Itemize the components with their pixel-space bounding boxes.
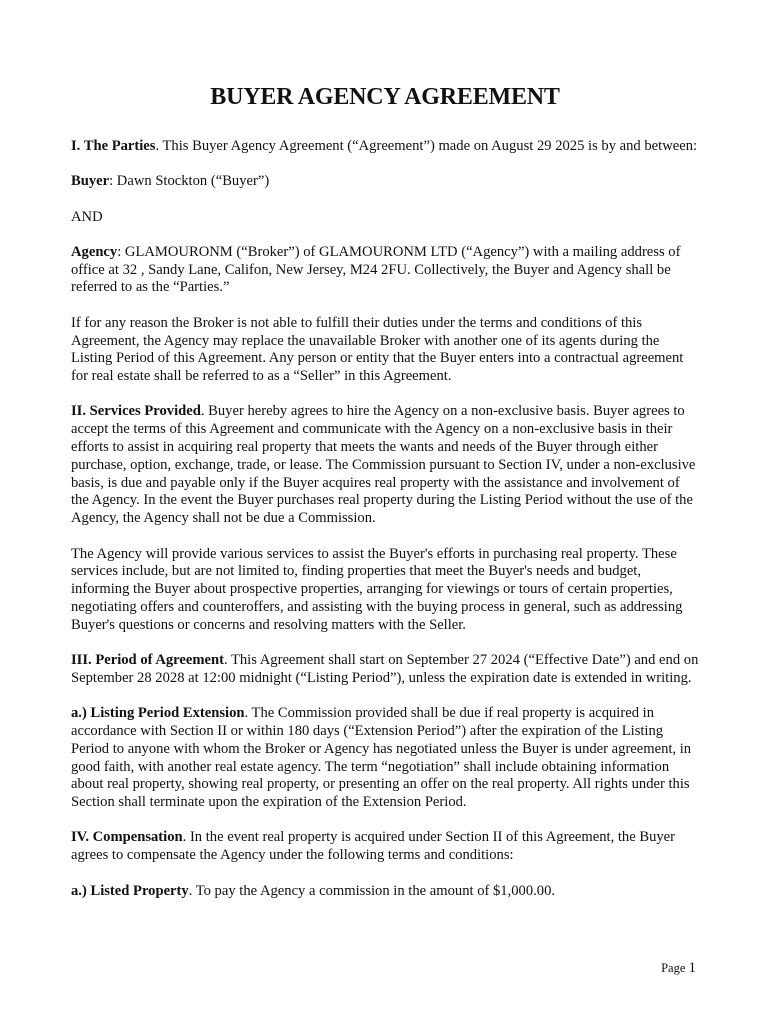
section-parties [71, 138, 699, 156]
section-heading-compensation: IV. Compensation [71, 829, 183, 846]
subsection-listed-property [71, 883, 699, 901]
subsection-extension [71, 705, 699, 812]
section-heading-period: III. Period of Agreement [71, 652, 224, 669]
section-compensation [71, 829, 699, 865]
agency-line [71, 244, 699, 297]
buyer-line [71, 173, 699, 191]
section-period [71, 652, 699, 688]
page-label: Page [661, 961, 686, 975]
document-title: BUYER AGENCY AGREEMENT [210, 84, 560, 110]
subsection-heading-listed-property: a.) Listed Property [71, 882, 189, 899]
subsection-text-listed-property: . To pay the Agency a commission in the amount of $1,000.00. [188, 882, 556, 899]
section-heading-services: II. Services Provided [71, 403, 201, 420]
services-detail-paragraph: The Agency will provide various services to assist the Buyer's efforts in purchasing real property. These services include, but are not limited to, finding properties that meet the Buyer's needs and budget, informing the Buyer about prospective properties, arranging for viewings or tours of certain properties, negotiating offers and counteroffers, and assisting with the buying process in general, such as addressing Buyer's questions or concerns and resolving matters with the Seller. [71, 545, 683, 633]
page-number: 1 [688, 960, 696, 976]
section-heading-parties: I. The Parties [71, 138, 156, 154]
document-page [71, 84, 699, 918]
section-services [71, 403, 699, 528]
page-footer [661, 960, 696, 977]
and-line: AND [71, 208, 103, 225]
section-text-parties: . This Buyer Agency Agreement (“Agreement”) made on August 29 2025 is by and between: [155, 138, 698, 154]
agency-label: Agency [71, 243, 118, 260]
buyer-text: : Dawn Stockton (“Buyer”) [109, 173, 270, 190]
buyer-label: Buyer [71, 173, 110, 190]
agency-text: : GLAMOURONM (“Broker”) of GLAMOURONM LTD (“Agency”) with a mailing address of office at 32 , Sandy Lane, Califon, New Jersey, M24 2FU. Collectively, the Buyer and Agency shall be referred to as the “Parties.” [71, 243, 681, 296]
subsection-heading-extension: a.) Listing Period Extension [71, 705, 245, 722]
section-text-period: . This Agreement shall start on September 27 2024 (“Effective Date”) and end on September 28 2028 at 12:00 midnight (“Listing Period”), unless the expiration date is extended in writing. [71, 652, 699, 686]
section-text-compensation: . In the event real property is acquired under Section II of this Agreement, the Buyer agrees to compensate the Agency under the following terms and conditions: [71, 829, 676, 864]
section-text-services: . Buyer hereby agrees to hire the Agency on a non-exclusive basis. Buyer agrees to accept the terms of this Agreement and communicate with the Agency on a non-exclusive basis in their efforts to assist in acquiring real property that meets the wants and needs of the Buyer through either purchase, option, exchange, trade, or lease. The Commission pursuant to Section IV, under a non-exclusive basis, is due and payable only if the Buyer acquires real property with the assistance and involvement of the Agency. In the event the Buyer purchases real property during the Listing Period without the use of the Agency, the Agency shall not be due a Commission. [71, 403, 696, 527]
broker-replacement-paragraph: If for any reason the Broker is not able to fulfill their duties under the terms and conditions of this Agreement, the Agency may replace the unavailable Broker with another one of its agents during the Listing Period of this Agreement. Any person or entity that the Buyer enters into a contractual agreement for real estate shall be referred to as a “Seller” in this Agreement. [71, 314, 684, 385]
subsection-text-extension: . The Commission provided shall be due if real property is acquired in accordance with Section II or within 180 days (“Extension Period”) after the expiration of the Listing Period to anyone with whom the Broker or Agency has negotiated unless the Buyer is under agreement, in good faith, with another real estate agency. The term “negotiation” shall include obtaining information about real property, showing real property, or presenting an offer on the real property. All rights under this Section shall terminate upon the expiration of the Extension Period. [71, 705, 692, 811]
